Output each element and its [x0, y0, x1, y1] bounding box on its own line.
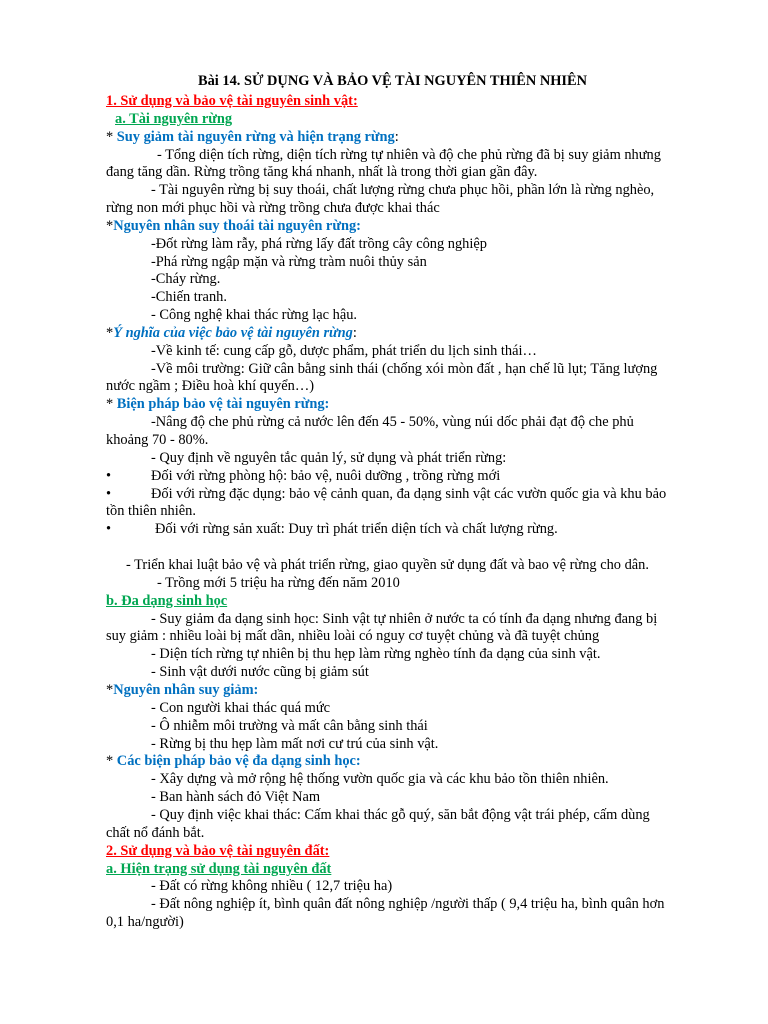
list-item: - Quy định về nguyên tắc quản lý, sử dụng và phát triển rừng:	[151, 450, 507, 466]
paragraph-line: đang tăng dần. Rừng trồng tăng khá nhanh, nhất là trong thời gian gần đây.	[106, 164, 538, 180]
list-item: - Suy giảm đa dạng sinh học: Sinh vật tự nhiên ở nước ta có tính đa dạng nhưng đang bị	[151, 611, 658, 627]
document-title: Bài 14. SỬ DỤNG VÀ BẢO VỆ TÀI NGUYÊN THIÊN NHIÊN	[198, 73, 588, 89]
paragraph-line: chất nổ đánh bắt.	[106, 825, 205, 841]
heading-biodiversity-causes: *Nguyên nhân suy giảm:	[106, 682, 259, 698]
bullet-icon: •	[106, 468, 112, 484]
list-item: - Đất nông nghiệp ít, bình quân đất nông nghiệp /người thấp ( 9,4 triệu ha, bình quân hơn	[151, 896, 665, 912]
list-item: - Con người khai thác quá mức	[151, 700, 331, 716]
list-item: -Phá rừng ngập mặn và rừng tràm nuôi thủy sản	[151, 254, 427, 270]
heading-forest-decline: * Suy giảm tài nguyên rừng và hiện trạng rừng:	[106, 129, 399, 145]
subsection-1a-heading: a. Tài nguyên rừng	[115, 111, 233, 127]
list-item: - Triển khai luật bảo vệ và phát triển rừng, giao quyền sử dụng đất và bao vệ rừng cho dân.	[126, 557, 649, 573]
heading-forest-causes: *Nguyên nhân suy thoái tài nguyên rừng:	[106, 218, 361, 234]
paragraph-line: tồn thiên nhiên.	[106, 503, 196, 519]
list-item: Đối với rừng phòng hộ: bảo vệ, nuôi dưỡng , trồng rừng mới	[151, 468, 501, 484]
list-item: Đối với rừng sản xuất: Duy trì phát triển diện tích và chất lượng rừng.	[155, 521, 558, 537]
list-item: -Về kinh tế: cung cấp gỗ, dược phẩm, phát triển du lịch sinh thái…	[151, 343, 537, 359]
paragraph-line: khoảng 70 - 80%.	[106, 432, 209, 448]
section-1-heading: 1. Sử dụng và bảo vệ tài nguyên sinh vật:	[106, 93, 358, 109]
paragraph-line: - Tổng diện tích rừng, diện tích rừng tự nhiên và độ che phủ rừng đã bị suy giảm nhưng	[157, 147, 661, 163]
bullet-icon: •	[106, 486, 112, 502]
list-item: - Diện tích rừng tự nhiên bị thu hẹp làm rừng nghèo tính đa dạng của sinh vật.	[151, 646, 601, 662]
list-item: - Ô nhiễm môi trường và mất cân bằng sinh thái	[151, 718, 428, 734]
paragraph-line: rừng non mới phục hồi và rừng trồng chưa được khai thác	[106, 200, 440, 216]
heading-forest-meaning: *Ý nghĩa của việc bảo vệ tài nguyên rừng:	[106, 325, 357, 341]
list-item: - Quy định việc khai thác: Cấm khai thác gỗ quý, săn bắt động vật trái phép, cấm dùng	[151, 807, 650, 823]
list-item: - Công nghệ khai thác rừng lạc hậu.	[151, 307, 358, 323]
paragraph-line: suy giảm : nhiều loài bị mất dần, nhiều loài có nguy cơ tuyệt chủng và đã tuyệt chủng	[106, 628, 600, 644]
list-item: -Chiến tranh.	[151, 289, 227, 305]
heading-forest-measures: * Biện pháp bảo vệ tài nguyên rừng:	[106, 396, 330, 412]
heading-biodiversity-measures: * Các biện pháp bảo vệ đa dạng sinh học:	[106, 753, 361, 769]
list-item: -Đốt rừng làm rẫy, phá rừng lấy đất trồng cây công nghiệp	[151, 236, 487, 252]
subsection-1b-heading: b. Đa dạng sinh học	[106, 593, 228, 609]
list-item: -Nâng độ che phủ rừng cả nước lên đến 45 - 50%, vùng núi dốc phải đạt độ che phủ	[151, 414, 634, 430]
bullet-icon: •	[106, 521, 112, 537]
paragraph-line: 0,1 ha/người)	[106, 914, 184, 930]
list-item: - Đất có rừng không nhiều ( 12,7 triệu ha)	[151, 878, 393, 894]
list-item: - Trồng mới 5 triệu ha rừng đến năm 2010	[157, 575, 400, 591]
paragraph-line: nước ngầm ; Điều hoà khí quyển…)	[106, 378, 315, 394]
list-item: - Rừng bị thu hẹp làm mất nơi cư trú của sinh vật.	[151, 736, 439, 752]
list-item: - Sinh vật dưới nước cũng bị giảm sút	[151, 664, 369, 680]
list-item: Đối với rừng đặc dụng: bảo vệ cảnh quan, đa dạng sinh vật các vườn quốc gia và khu bảo	[151, 486, 667, 502]
subsection-2a-heading: a. Hiện trạng sử dụng tài nguyên đất	[106, 861, 332, 877]
list-item: - Xây dựng và mở rộng hệ thống vườn quốc gia và các khu bảo tồn thiên nhiên.	[151, 771, 609, 787]
list-item: -Về môi trường: Giữ cân bằng sinh thái (chống xói mòn đất , hạn chế lũ lụt; Tăng lượng	[151, 361, 658, 377]
list-item: - Ban hành sách đỏ Việt Nam	[151, 789, 321, 805]
section-2-heading: 2. Sử dụng và bảo vệ tài nguyên đất:	[106, 843, 330, 859]
paragraph-line: - Tài nguyên rừng bị suy thoái, chất lượng rừng chưa phục hồi, phần lớn là rừng nghèo,	[151, 182, 655, 198]
list-item: -Cháy rừng.	[151, 271, 221, 287]
